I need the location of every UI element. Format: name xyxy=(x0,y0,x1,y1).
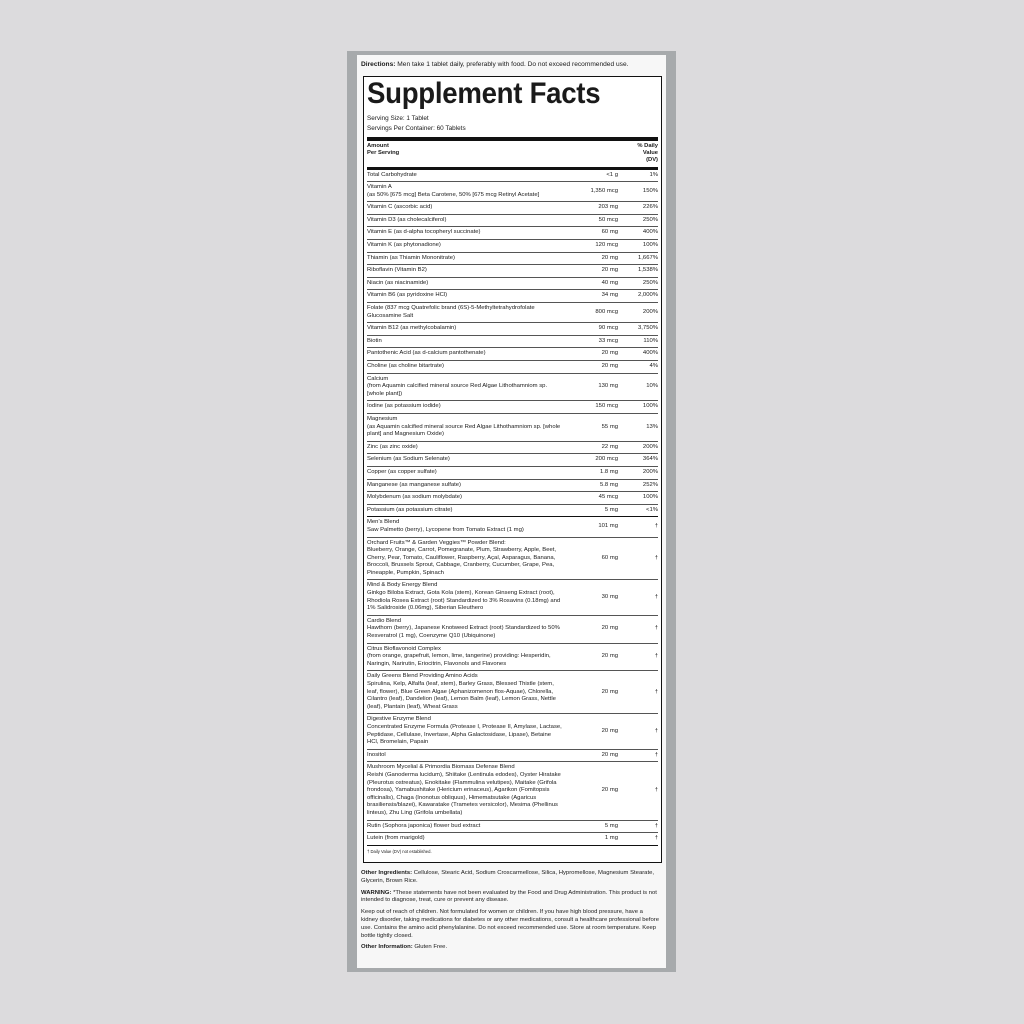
nutrient-dv: 200% xyxy=(642,443,658,450)
table-row xyxy=(367,348,658,361)
nutrient-amount: <1 g xyxy=(606,171,618,178)
table-row xyxy=(367,580,658,615)
warning xyxy=(361,890,661,906)
other-ingredients xyxy=(361,870,661,886)
footnote: † Daily Value (DV) not established. xyxy=(367,848,432,854)
supplement-facts-box xyxy=(363,76,662,863)
directions-text: Men take 1 tablet daily, preferably with food. Do not exceed recommended use. xyxy=(395,61,629,68)
nutrient-dv: 100% xyxy=(642,242,658,249)
other-information-label: Other Information: xyxy=(361,944,413,951)
other-information-text: Gluten Free. xyxy=(412,944,448,951)
table-row xyxy=(367,480,658,493)
nutrient-amount: 120 mcg xyxy=(595,242,618,249)
nutrient-amount: 60 mg xyxy=(601,229,618,236)
nutrient-amount: 1.8 mg xyxy=(599,468,618,475)
nutrient-name: Thiamin (as Thiamin Mononitrate) xyxy=(367,254,455,261)
nutrient-amount: 20 mg xyxy=(601,267,618,274)
nutrient-name: Pantothenic Acid (as d-calcium pantothenate) xyxy=(367,350,486,357)
nutrient-name: Copper (as copper sulfate) xyxy=(367,468,437,475)
label-panel xyxy=(347,51,676,972)
nutrient-dv: 400% xyxy=(642,229,658,236)
nutrient-dv: † xyxy=(654,593,658,600)
amount-header: Amount Per Serving xyxy=(367,143,400,156)
table-row xyxy=(367,374,658,402)
nutrient-dv: † xyxy=(654,523,658,530)
nutrient-amount: 90 mcg xyxy=(598,325,618,332)
nutrient-amount: 45 mcg xyxy=(598,494,618,501)
nutrient-dv: † xyxy=(654,727,658,734)
table-row xyxy=(367,714,658,749)
nutrient-name: Citrus Bioflavonoid Complex (from orange, grapefruit, lemon, lime, tangerine) providing: Hesperidin, Naringin, Narirutin, Eriocitrin, Flavonols and Flavones xyxy=(367,645,551,667)
nutrient-name: Choline (as choline bitartrate) xyxy=(367,363,444,369)
nutrient-name: Mind & Body Energy Blend Ginkgo Biloba Extract, Gota Kola (stem), Korean Ginseng Extract (root), Rhodiola Rosea Extract (root) Standardized to 3% Rosavins (0.18mg) and 1% Salidroside (0.06mg), Siberian Eleuthero xyxy=(367,582,561,612)
nutrient-amount: 20 mg xyxy=(601,350,618,357)
nutrient-name: Rutin (Sophora japonica) flower bud extract xyxy=(367,822,481,829)
nutrient-dv: 1% xyxy=(649,171,658,178)
nutrient-amount: 150 mcg xyxy=(595,403,618,410)
nutrient-dv: 10% xyxy=(646,383,658,390)
nutrient-amount: 20 mg xyxy=(601,625,618,632)
table-row xyxy=(367,215,658,228)
nutrient-name: Zinc (as zinc oxide) xyxy=(367,443,418,450)
nutrient-rows xyxy=(367,170,658,846)
table-row xyxy=(367,401,658,414)
table-row xyxy=(367,240,658,253)
table-row xyxy=(367,202,658,215)
nutrient-dv: 1,667% xyxy=(638,254,658,261)
table-row xyxy=(367,616,658,644)
table-row xyxy=(367,278,658,291)
nutrient-dv: 252% xyxy=(642,481,658,488)
table-row xyxy=(367,538,658,581)
nutrient-name: Potassium (as potassium citrate) xyxy=(367,506,453,513)
table-row xyxy=(367,762,658,820)
nutrient-amount: 20 mg xyxy=(601,653,618,660)
nutrient-name: Folate (837 mcg Quatrefolic brand (6S)-5-Methyltetrahydrofolate Glucosamine Salt xyxy=(367,305,535,319)
table-row xyxy=(367,227,658,240)
nutrient-amount: 50 mcg xyxy=(598,216,618,223)
serving-size: Serving Size: 1 Tablet xyxy=(367,115,429,122)
column-header xyxy=(367,141,658,167)
nutrient-name: Vitamin B12 (as methylcobalamin) xyxy=(367,325,457,332)
table-row xyxy=(367,442,658,455)
nutrient-dv: † xyxy=(654,653,658,660)
nutrient-dv: 100% xyxy=(642,403,658,410)
nutrient-name: Digestive Enzyme Blend Concentrated Enzyme Formula (Protease I, Protease II, Amylase, Lactase, Peptidase, Cellulase, Invertase, Alpha Galactosidase, Lipase), Betaine HCl, Bromelain, Papain xyxy=(367,716,562,746)
nutrient-amount: 34 mg xyxy=(601,292,618,299)
servings-per-container: Servings Per Container: 60 Tablets xyxy=(367,125,466,132)
nutrient-dv: 13% xyxy=(646,423,658,430)
table-row xyxy=(367,182,658,202)
nutrient-amount: 203 mg xyxy=(598,204,618,211)
table-row xyxy=(367,290,658,303)
other-ingredients-label: Other Ingredients: xyxy=(361,870,413,876)
nutrient-name: Iodine (as potassium iodide) xyxy=(367,403,441,410)
nutrient-amount: 130 mg xyxy=(598,383,618,390)
nutrient-amount: 1 mg xyxy=(604,835,618,842)
nutrient-name: Inositol xyxy=(367,751,386,758)
nutrient-dv: † xyxy=(654,787,658,794)
nutrient-name: Daily Greens Blend Providing Amino Acids Spirulina, Kelp, Alfalfa (leaf, stem), Barley Grass, Blessed Thistle (stem, leaf, flower), Blue Green Algae (Aphanizomenon flos-Aquae), Chlorella, Cilantro (leaf), Dandelion (leaf), Lemon Balm (leaf), Lemon Grass, Nettle (leaf), Plantain (leaf), Wheat Grass xyxy=(367,673,556,710)
label-inner xyxy=(357,55,666,968)
nutrient-name: Niacin (as niacinamide) xyxy=(367,279,429,286)
nutrient-dv: † xyxy=(654,751,658,758)
nutrient-amount: 20 mg xyxy=(601,254,618,261)
other-information xyxy=(361,944,661,952)
nutrient-name: Cardio Blend Hawthorn (berry), Japanese Knotweed Extract (root) Standardized to 50% Resveratrol (1 mg), Coenzyme Q10 (Ubiquinone) xyxy=(367,617,560,640)
nutrient-dv: 110% xyxy=(643,337,658,344)
table-row xyxy=(367,303,658,323)
nutrient-dv: 250% xyxy=(642,216,658,223)
nutrient-dv: † xyxy=(654,554,658,561)
nutrient-amount: 200 mcg xyxy=(595,456,618,463)
nutrient-amount: 20 mg xyxy=(601,688,618,695)
nutrient-name: Lutein (from marigold) xyxy=(367,835,425,842)
table-row xyxy=(367,517,658,537)
nutrient-name: Total Carbohydrate xyxy=(367,171,417,178)
nutrient-dv: 200% xyxy=(642,468,658,475)
nutrient-dv: 364% xyxy=(642,456,658,463)
nutrient-name: Manganese (as manganese sulfate) xyxy=(367,481,461,488)
nutrient-dv: † xyxy=(654,835,658,842)
warning-label: WARNING: xyxy=(361,889,392,896)
nutrient-name: Orchard Fruits™ & Garden Veggies™ Powder Blend: Blueberry, Orange, Carrot, Pomegranate, Plum, Strawberry, Apple, Beet, Cherry, Pear, Tomato, Cauliflower, Raspberry, Açaí, Asparagus, Banana, Broccoli, Brussels Sprout, Cabbage, Cranberry, Cucumber, Grape, Pea, Pineapple, Pumpkin, Spinach xyxy=(367,539,557,576)
nutrient-dv: 3,750% xyxy=(638,325,658,332)
nutrient-amount: 22 mg xyxy=(601,443,618,450)
table-row xyxy=(367,361,658,374)
nutrient-amount: 20 mg xyxy=(601,727,618,734)
directions xyxy=(361,61,661,69)
nutrient-dv: 200% xyxy=(642,308,658,315)
nutrient-name: Men's Blend Saw Palmetto (berry), Lycopene from Tomato Extract (1 mg) xyxy=(367,519,524,533)
nutrient-name: Vitamin K (as phytonadione) xyxy=(367,242,441,249)
nutrient-name: Vitamin A (as 50% [675 mcg] Beta Carotene, 50% [675 mcg Retinyl Acetate] xyxy=(367,184,540,198)
table-row xyxy=(367,170,658,183)
nutrient-dv: 400% xyxy=(642,350,658,357)
nutrient-name: Molybdenum (as sodium molybdate) xyxy=(367,494,462,501)
nutrient-name: Vitamin D3 (as cholecalciferol) xyxy=(367,216,447,223)
nutrient-dv: 1,538% xyxy=(638,267,658,274)
nutrient-dv: 226% xyxy=(642,204,658,211)
keep-out-text: Keep out of reach of children. Not formulated for women or children. If you have high blood pressure, have a kidney disorder, taking medications for diabetes or any other medications, consult a healthcare professional before use. Contains the amino acid phenylalanine. Do not exceed recommended use. Store at room temperature. Keep bottle tightly closed. xyxy=(361,909,659,939)
table-row xyxy=(367,454,658,467)
nutrient-dv: † xyxy=(654,822,658,829)
nutrient-name: Selenium (as Sodium Selenate) xyxy=(367,456,450,463)
nutrient-amount: 60 mg xyxy=(601,554,618,561)
nutrient-name: Vitamin B6 (as pyridoxine HCl) xyxy=(367,292,448,299)
table-row xyxy=(367,671,658,714)
directions-label: Directions: xyxy=(361,61,396,68)
table-row xyxy=(367,414,658,442)
table-row xyxy=(367,505,658,518)
warning-text: *These statements have not been evaluated by the Food and Drug Administration. This product is not intended to diagnose, treat, cure or prevent any disease. xyxy=(361,889,657,904)
nutrient-amount: 800 mcg xyxy=(595,308,618,315)
nutrient-amount: 5 mg xyxy=(604,506,618,513)
nutrient-dv: 250% xyxy=(642,279,658,286)
table-row xyxy=(367,821,658,834)
nutrient-name: Calcium (from Aquamin calcified mineral source Red Algae Lithothamniom sp. [whole plant]) xyxy=(367,375,548,397)
nutrient-amount: 5 mg xyxy=(604,822,618,829)
nutrient-amount: 30 mg xyxy=(601,593,618,600)
nutrient-dv: † xyxy=(654,688,658,695)
nutrient-amount: 20 mg xyxy=(601,787,618,794)
table-row xyxy=(367,265,658,278)
nutrient-dv: <1% xyxy=(646,506,658,513)
nutrient-amount: 20 mg xyxy=(601,751,618,758)
nutrient-name: Magnesium (as Aquamin calcified mineral source Red Algae Lithothamniom sp. [whole plant] and Magnesium Oxide) xyxy=(367,415,561,438)
nutrient-amount: 101 mg xyxy=(598,523,618,530)
nutrient-amount: 5.8 mg xyxy=(599,481,618,488)
table-row xyxy=(367,750,658,763)
nutrient-dv: 100% xyxy=(642,494,658,501)
table-row xyxy=(367,833,658,846)
other-ingredients-text: Cellulose, Stearic Acid, Sodium Croscarmellose, Silica, Hypromellose, Magnesium Stearate, Glycerin, Brown Rice. xyxy=(361,870,655,884)
nutrient-dv: 4% xyxy=(649,363,658,369)
nutrient-amount: 20 mg xyxy=(601,363,618,369)
table-row xyxy=(367,467,658,480)
nutrient-name: Biotin xyxy=(367,337,382,344)
nutrient-name: Vitamin C (ascorbic acid) xyxy=(367,204,433,211)
table-row xyxy=(367,336,658,349)
nutrient-dv: † xyxy=(654,625,658,632)
nutrient-name: Vitamin E (as d-alpha tocopheryl succinate) xyxy=(367,229,481,236)
nutrient-amount: 55 mg xyxy=(601,423,618,430)
dv-header: % Daily Value (DV) xyxy=(637,143,658,163)
table-row xyxy=(367,253,658,266)
table-row xyxy=(367,644,658,672)
nutrient-dv: 2,000% xyxy=(638,292,658,299)
bottom-text xyxy=(361,870,661,956)
table-row xyxy=(367,323,658,336)
nutrient-amount: 1,350 mcg xyxy=(590,187,618,194)
nutrient-name: Riboflavin (Vitamin B2) xyxy=(367,267,427,274)
nutrient-amount: 33 mcg xyxy=(598,337,618,344)
nutrient-amount: 40 mg xyxy=(601,279,618,286)
table-row xyxy=(367,492,658,505)
nutrient-dv: 150% xyxy=(642,187,658,194)
facts-title: Supplement Facts xyxy=(367,77,601,110)
nutrient-name: Mushroom Mycelial & Primordia Biomass Defense Blend Reishi (Ganoderma lucidum), Shiitake (Lentinula edodes), Oyster Hiratake (Pleurotus ostreatus), Enokitake (Flammulina velutipes), Maitake (Grifola frondosa), Yamabushitake (Hericium erinaceus), Agarikon (Fomitopsis officinalis), Chaga (Inonotus obliquus), Himematsutake (Agaricus brasiliensis/blazei), Kawaratake (Trametes versicolor), Mesima (Phellinus linteus), Zhu Ling (Grifola umbellata) xyxy=(367,764,561,816)
